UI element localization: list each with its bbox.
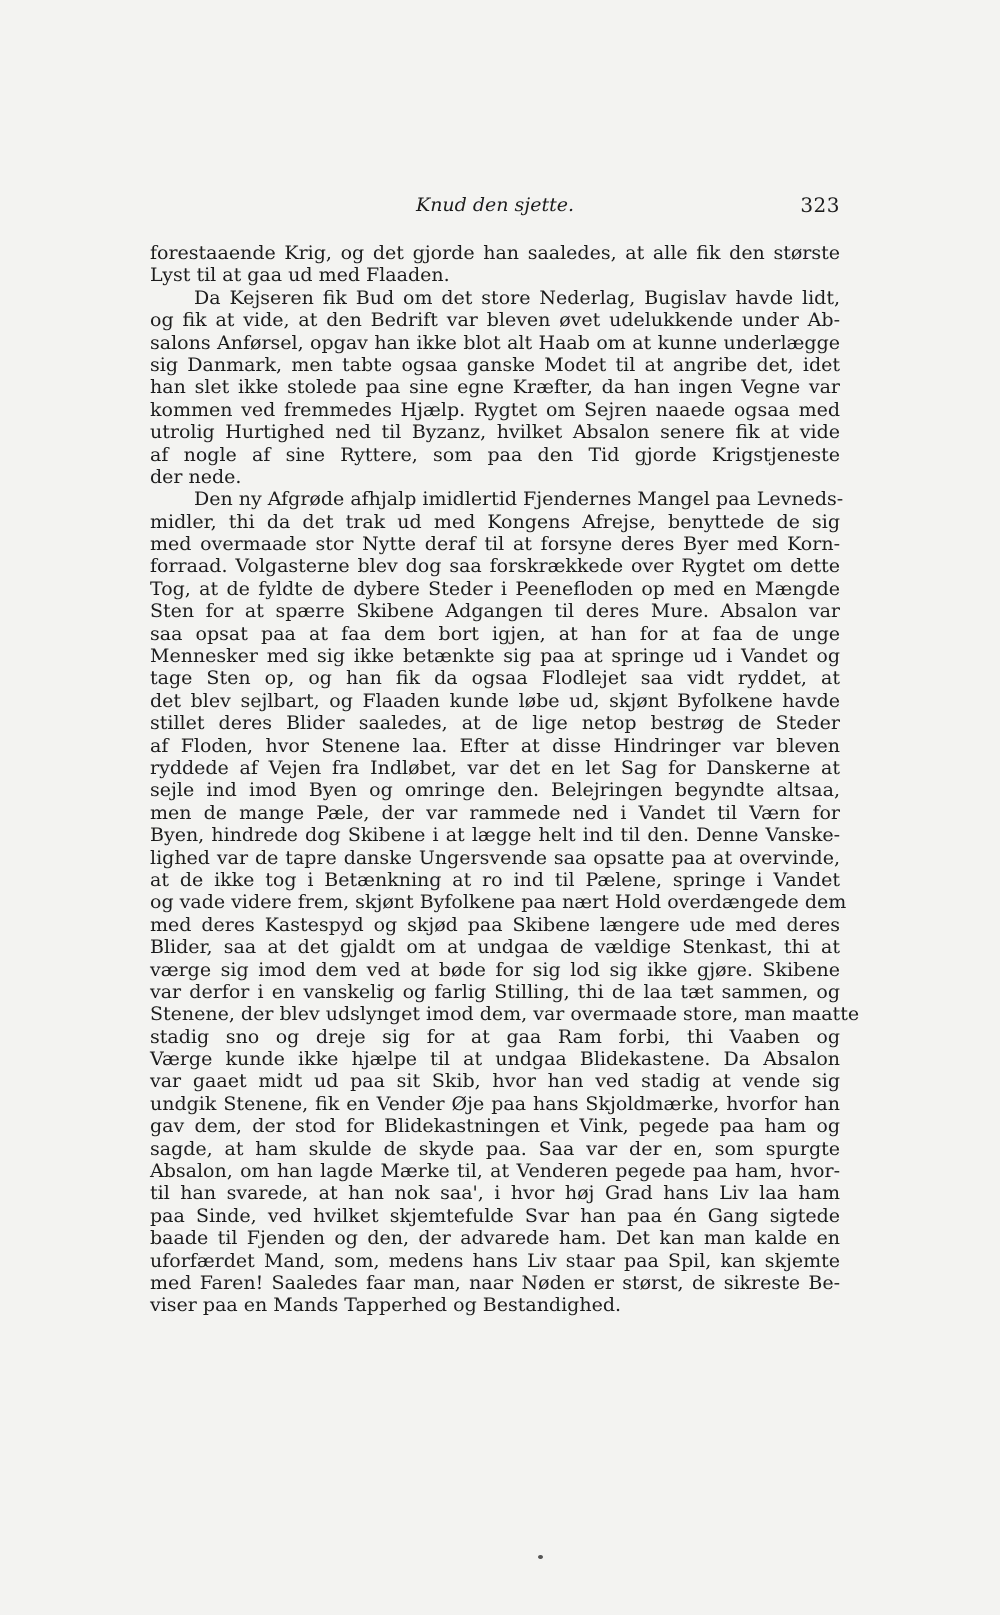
text-line: Absalon, om han lagde Mærke til, at Venderen pegede paa ham, hvor- <box>150 1160 840 1183</box>
text-line: undgik Stenene, fik en Vender Øje paa hans Skjoldmærke, hvorfor han <box>150 1092 840 1115</box>
running-head <box>150 188 840 222</box>
text-line: Byen, hindrede dog Skibene i at lægge helt ind til den. Denne Vanske- <box>150 824 840 847</box>
text-line: tage Sten op, og han fik da ogsaa Flodlejet saa vidt ryddet, at <box>150 667 840 690</box>
text-line: saa opsat paa at faa dem bort igjen, at han for at faa de unge <box>150 622 840 645</box>
text-line: af nogle af sine Ryttere, som paa den Tid gjorde Krigstjeneste <box>150 443 840 466</box>
text-line: kommen ved fremmedes Hjælp. Rygtet om Sejren naaede ogsaa med <box>150 398 840 421</box>
text-line: det blev sejlbart, og Flaaden kunde løbe ud, skjønt Byfolkene havde <box>150 689 840 712</box>
text-line: Blider, saa at det gjaldt om at undgaa de vældige Stenkast, thi at <box>150 936 840 959</box>
ink-speck <box>538 1555 543 1559</box>
text-line: til han svarede, at han nok saa', i hvor høj Grad hans Liv laa ham <box>150 1182 840 1205</box>
text-line: Sten for at spærre Skibene Adgangen til deres Mure. Absalon var <box>150 600 840 623</box>
text-line: baade til Fjenden og den, der advarede ham. Det kan man kalde en <box>150 1227 840 1250</box>
text-line: var gaaet midt ud paa sit Skib, hvor han ved stadig at vende sig <box>150 1070 840 1093</box>
text-line: med Faren! Saaledes faar man, naar Nøden er størst, de sikreste Be- <box>150 1271 840 1294</box>
text-line: men de mange Pæle, der var rammede ned i Vandet til Værn for <box>150 801 840 824</box>
text-line: at de ikke tog i Betænkning at ro ind til Pælene, springe i Vandet <box>150 868 840 891</box>
text-line: han slet ikke stolede paa sine egne Kræfter, da han ingen Vegne var <box>150 376 840 399</box>
text-line: Værge kunde ikke hjælpe til at undgaa Blidekastene. Da Absalon <box>150 1048 840 1071</box>
text-line: paa Sinde, ved hvilket skjemtefulde Svar han paa én Gang sigtede <box>150 1204 840 1227</box>
text-line: utrolig Hurtighed ned til Byzanz, hvilket Absalon senere fik at vide <box>150 421 840 444</box>
text-line: Mennesker med sig ikke betænkte sig paa at springe ud i Vandet og <box>150 645 840 668</box>
text-line: Lyst til at gaa ud med Flaaden. <box>150 264 450 287</box>
text-line: lighed var de tapre danske Ungersvende saa opsatte paa at overvinde, <box>150 846 840 869</box>
text-line: midler, thi da det trak ud med Kongens Afrejse, benyttede de sig <box>150 510 840 533</box>
text-line: forestaaende Krig, og det gjorde han saaledes, at alle fik den største <box>150 242 840 264</box>
text-line: værge sig imod dem ved at bøde for sig lod sig ikke gjøre. Skibene <box>150 958 840 981</box>
text-line: forraad. Volgasterne blev dog saa forskrækkede over Rygtet om dette <box>150 555 840 578</box>
text-line: stadig sno og dreje sig for at gaa Ram forbi, thi Vaaben og <box>150 1025 840 1048</box>
page-number: 323 <box>800 193 840 217</box>
text-line: stillet deres Blider saaledes, at de lige netop bestrøg de Steder <box>150 712 840 735</box>
text-line: Tog, at de fyldte de dybere Steder i Peenefloden op med en Mængde <box>150 577 840 600</box>
text-line: gav dem, der stod for Blidekastningen et Vink, pegede paa ham og <box>150 1115 840 1138</box>
text-line: og fik at vide, at den Bedrift var bleven øvet udelukkende under Ab- <box>150 309 840 332</box>
text-line: Stenene, der blev udslynget imod dem, var overmaade store, man maatte <box>150 1003 860 1026</box>
text-line: der nede. <box>150 465 242 488</box>
text-line: med deres Kastespyd og skjød paa Skibene længere ude med deres <box>150 913 840 936</box>
text-line: uforfærdet Mand, som, medens hans Liv staar paa Spil, kan skjemte <box>150 1249 840 1272</box>
text-line: sig Danmark, men tabte ogsaa ganske Modet til at angribe det, idet <box>150 353 840 376</box>
text-line: sejle ind imod Byen og omringe den. Belejringen begyndte altsaa, <box>150 779 840 802</box>
running-title: Knud den sjette. <box>416 194 574 216</box>
text-line: ryddede af Vejen fra Indløbet, var det en let Sag for Danskerne at <box>150 756 840 779</box>
body-text <box>150 242 860 1317</box>
text-line: var derfor i en vanskelig og farlig Stilling, thi de laa tæt sammen, og <box>150 980 840 1003</box>
text-line: og vade videre frem, skjønt Byfolkene paa nært Hold overdængede dem <box>150 891 847 914</box>
text-line: af Floden, hvor Stenene laa. Efter at disse Hindringer var bleven <box>150 734 840 757</box>
text-line: salons Anførsel, opgav han ikke blot alt Haab om at kunne underlægge <box>150 331 840 354</box>
text-line: Den ny Afgrøde afhjalp imidlertid Fjendernes Mangel paa Levneds- <box>194 488 844 511</box>
text-line: viser paa en Mands Tapperhed og Bestandighed. <box>150 1294 622 1317</box>
text-line: sagde, at ham skulde de skyde paa. Saa var der en, som spurgte <box>150 1137 840 1160</box>
text-line: Da Kejseren fik Bud om det store Nederlag, Bugislav havde lidt, <box>194 286 840 309</box>
text-line: med overmaade stor Nytte deraf til at forsyne deres Byer med Korn- <box>150 533 840 556</box>
